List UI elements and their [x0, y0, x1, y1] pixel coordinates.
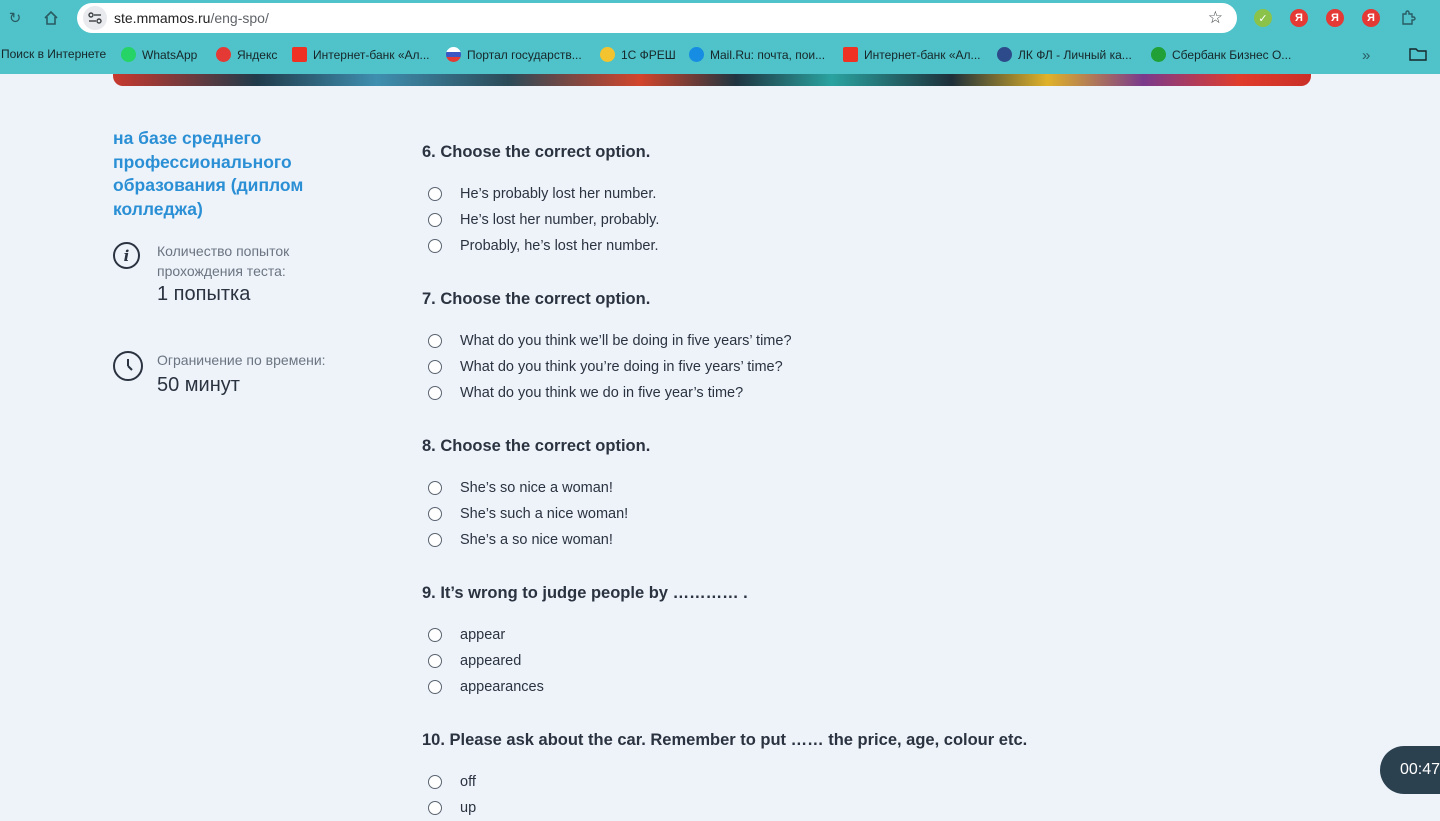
- mail-ru-icon: [689, 47, 704, 62]
- whatsapp-icon: [121, 47, 136, 62]
- answer-option[interactable]: [422, 501, 650, 527]
- option-label: He’s lost her number, probably.: [460, 212, 660, 228]
- bookmark-yandex[interactable]: [216, 47, 277, 62]
- sber-icon: [1151, 47, 1166, 62]
- info-icon: i: [113, 242, 140, 269]
- attempts-label: Количество попыток прохождения теста:: [157, 243, 290, 279]
- bookmark-gosuslugi[interactable]: [446, 47, 582, 62]
- bookmark-star-icon[interactable]: ☆: [1207, 8, 1223, 27]
- bookmark-alfa-bank[interactable]: [843, 47, 981, 62]
- site-settings-icon[interactable]: [83, 6, 107, 30]
- answer-option[interactable]: [422, 380, 792, 406]
- option-label: up: [460, 800, 477, 816]
- question-8: [422, 437, 650, 553]
- bookmark-label: Яндекс: [237, 47, 278, 62]
- question-title: 6. Choose the correct option.: [422, 143, 651, 161]
- question-6: [422, 143, 659, 259]
- address-bar[interactable]: [77, 3, 1237, 33]
- reload-icon[interactable]: ↻: [8, 10, 22, 27]
- yandex-icon: [216, 47, 231, 62]
- gosuslugi-icon: [446, 47, 461, 62]
- extensions-puzzle-icon[interactable]: [1397, 7, 1419, 29]
- question-10: [422, 731, 1027, 821]
- bookmark-label: 1С ФРЕШ: [621, 47, 676, 62]
- answer-options: [422, 769, 1027, 821]
- answer-option[interactable]: [422, 354, 792, 380]
- option-label: She’s a so nice woman!: [460, 532, 613, 548]
- option-label: She’s such a nice woman!: [460, 506, 629, 522]
- answer-options: [422, 181, 659, 259]
- bookmark-label: ЛК ФЛ - Личный ка...: [1018, 47, 1132, 62]
- answer-option[interactable]: [422, 795, 1027, 821]
- radio-button[interactable]: [428, 680, 442, 694]
- countdown-timer: [1380, 746, 1440, 794]
- bookmark-label: Сбербанк Бизнес О...: [1172, 47, 1292, 62]
- program-title: на базе среднего профессионального образования (диплом колледжа): [113, 128, 304, 219]
- bookmark-label: Интернет-банк «Ал...: [864, 47, 981, 62]
- bookmark-label: Mail.Ru: почта, пои...: [710, 47, 826, 62]
- home-icon[interactable]: [40, 7, 62, 29]
- option-label: What do you think we do in five year’s time?: [460, 385, 744, 401]
- radio-button[interactable]: [428, 334, 442, 348]
- bookmark-label: Портал государств...: [467, 47, 582, 62]
- bookmark-nalog[interactable]: [997, 47, 1132, 62]
- answer-option[interactable]: [422, 674, 748, 700]
- shield-extension-icon[interactable]: ✓: [1254, 9, 1272, 27]
- answer-options: [422, 622, 748, 700]
- bookmark-mail-ru[interactable]: [689, 47, 825, 62]
- yandex-extension-icon[interactable]: Я: [1362, 9, 1380, 27]
- hero-banner-image: [113, 74, 1311, 86]
- answer-options: [422, 328, 792, 406]
- option-label: appearances: [460, 679, 544, 695]
- option-label: She’s so nice a woman!: [460, 480, 613, 496]
- timer-value: 00:47: [1400, 761, 1440, 778]
- 1c-icon: [600, 47, 615, 62]
- answer-option[interactable]: [422, 475, 650, 501]
- answer-options: [422, 475, 650, 553]
- radio-button[interactable]: [428, 801, 442, 815]
- answer-option[interactable]: [422, 207, 659, 233]
- radio-button[interactable]: [428, 507, 442, 521]
- bookmark-label: WhatsApp: [142, 47, 198, 62]
- bookmark-whatsapp[interactable]: [121, 47, 197, 62]
- radio-button[interactable]: [428, 213, 442, 227]
- radio-button[interactable]: [428, 775, 442, 789]
- bookmark-1c[interactable]: [600, 47, 676, 62]
- alfa-bank-icon: [292, 47, 307, 62]
- option-label: appear: [460, 627, 506, 643]
- answer-option[interactable]: [422, 233, 659, 259]
- radio-button[interactable]: [428, 654, 442, 668]
- bookmark-sber[interactable]: [1151, 47, 1291, 62]
- radio-button[interactable]: [428, 481, 442, 495]
- question-7: [422, 290, 792, 406]
- bookmarks-bar: [0, 36, 1440, 74]
- url-text: [114, 10, 269, 26]
- radio-button[interactable]: [428, 533, 442, 547]
- question-title: 9. It’s wrong to judge people by ………… .: [422, 584, 748, 602]
- question-9: [422, 584, 748, 700]
- browser-toolbar: [0, 0, 1440, 36]
- bookmark-search[interactable]: [1, 47, 106, 61]
- question-title: 8. Choose the correct option.: [422, 437, 651, 455]
- answer-option[interactable]: [422, 769, 1027, 795]
- nalog-icon: [997, 47, 1012, 62]
- yandex-extension-icon[interactable]: Я: [1326, 9, 1344, 27]
- answer-option[interactable]: [422, 648, 748, 674]
- question-title: 10. Please ask about the car. Remember to put …… the price, age, colour etc.: [422, 731, 1028, 749]
- answer-option[interactable]: [422, 527, 650, 553]
- bookmark-label: Поиск в Интернете: [1, 47, 107, 61]
- url-host: ste.mmamos.ru: [114, 10, 211, 26]
- yandex-extension-icon[interactable]: Я: [1290, 9, 1308, 27]
- option-label: appeared: [460, 653, 522, 669]
- answer-option[interactable]: [422, 181, 659, 207]
- bookmarks-folder-icon[interactable]: [1409, 47, 1427, 61]
- answer-option[interactable]: [422, 622, 748, 648]
- time-limit-value: 50 минут: [157, 374, 240, 396]
- question-title: 7. Choose the correct option.: [422, 290, 651, 308]
- option-label: Probably, he’s lost her number.: [460, 238, 659, 254]
- radio-button[interactable]: [428, 628, 442, 642]
- attempts-value: 1 попытка: [157, 283, 251, 305]
- option-label: off: [460, 774, 476, 790]
- radio-button[interactable]: [428, 187, 442, 201]
- bookmark-alfa-bank[interactable]: [292, 47, 430, 62]
- url-path: /eng-spo/: [210, 10, 269, 26]
- option-label: He’s probably lost her number.: [460, 186, 657, 202]
- answer-option[interactable]: [422, 328, 792, 354]
- more-bookmarks-chevron-icon[interactable]: »: [1362, 47, 1371, 64]
- radio-button[interactable]: [428, 360, 442, 374]
- radio-button[interactable]: [428, 386, 442, 400]
- option-label: What do you think you’re doing in five years’ time?: [460, 359, 783, 375]
- option-label: What do you think we’ll be doing in five years’ time?: [460, 333, 792, 349]
- clock-icon: [113, 351, 143, 381]
- radio-button[interactable]: [428, 239, 442, 253]
- bookmark-label: Интернет-банк «Ал...: [313, 47, 430, 62]
- alfa-bank-icon: [843, 47, 858, 62]
- time-limit-label: Ограничение по времени:: [157, 352, 326, 368]
